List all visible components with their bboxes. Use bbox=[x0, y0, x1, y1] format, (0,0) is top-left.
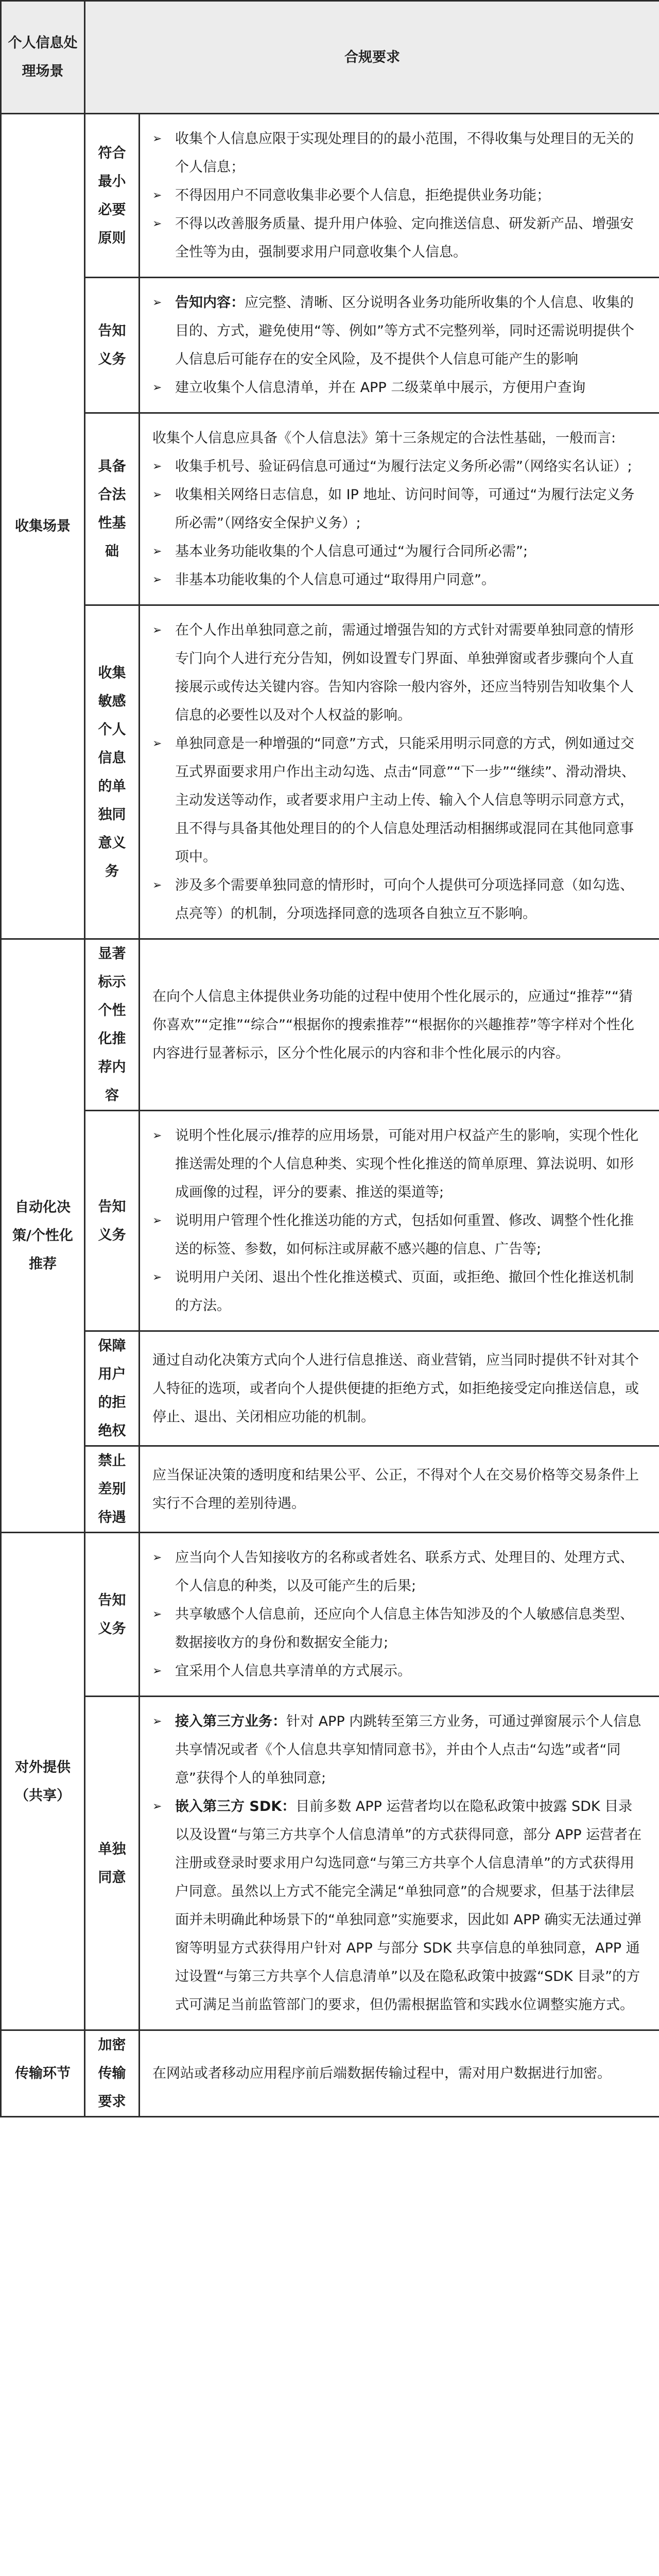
list-item: ➢ 接入第三方业务：针对 APP 内跳转至第三方业务，可通过弹窗展示个人信息共享情况或者《个人信息共享知情同意书》，并由个人点击“勾选”或者“同意”获得个人的单独同意; bbox=[152, 1707, 646, 1792]
arrow-right-icon: ➢ bbox=[152, 1608, 162, 1621]
list-item: ➢ 基本业务功能收集的个人信息可通过“为履行合同所必需”; bbox=[152, 537, 646, 566]
list-item: ➢ 单独同意是一种增强的“同意”方式，只能采用明示同意的方式，例如通过交互式界面要求用户作出主动勾选、点击“同意”“下一步”“继续”、滑动滑块、主动发送等动作，或者要求用户主动上传、输入个人信息等明示同意方式，且不得与具备其他处理目的的个人信息处理活动相捆绑或混同在其他同意事项中。 bbox=[152, 730, 646, 871]
header-requirements-cell: 合规要求 bbox=[85, 1, 659, 114]
arrow-right-icon: ➢ bbox=[152, 1800, 162, 1813]
list-item: ➢ 应当向个人告知接收方的名称或者姓名、联系方式、处理目的、处理方式、个人信息的种类，以及可能产生的后果; bbox=[152, 1544, 646, 1600]
subcategory-minimal-necessity: 符合最小必要原则 bbox=[85, 114, 140, 278]
arrow-right-icon: ➢ bbox=[152, 488, 162, 501]
table-row bbox=[1, 939, 659, 1111]
table-row bbox=[1, 114, 659, 278]
arrow-right-icon: ➢ bbox=[152, 460, 162, 473]
arrow-right-icon: ➢ bbox=[152, 737, 162, 750]
content-minimal-necessity bbox=[140, 114, 659, 278]
category-collect: 收集场景 bbox=[1, 114, 85, 939]
list-item: ➢ 在个人作出单独同意之前，需通过增强告知的方式针对需要单独同意的情形专门向个人进行充分告知，例如设置专门界面、单独弹窗或者步骤向个人直接展示或传达关键内容。告知内容除一般内容外，还应当特别告知收集个人信息的必要性以及对个人权益的影响。 bbox=[152, 616, 646, 730]
arrow-right-icon: ➢ bbox=[152, 1129, 162, 1142]
list-item: ➢ 告知内容：应完整、清晰、区分说明各业务功能所收集的个人信息、收集的目的、方式，避免使用“等、例如”等方式不完整列举，同时还需说明提供个人信息后可能存在的安全风险，及不提供个人信息可能产生的影响 bbox=[152, 289, 646, 374]
list-item: ➢ 收集个人信息应限于实现处理目的的最小范围，不得收集与处理目的无关的个人信息； bbox=[152, 125, 646, 181]
table-header-row bbox=[1, 1, 659, 114]
list-item: ➢ 共享敏感个人信息前，还应向个人信息主体告知涉及的个人敏感信息类型、数据接收方的身份和数据安全能力; bbox=[152, 1600, 646, 1657]
list-item: ➢ 说明用户管理个性化推送功能的方式，包括如何重置、修改、调整个性化推送的标签、参数，如何标注或屏蔽不感兴趣的信息、广告等; bbox=[152, 1207, 646, 1263]
subcategory-encryption: 加密传输要求 bbox=[85, 2030, 140, 2117]
category-sharing: 对外提供（共享） bbox=[1, 1533, 85, 2030]
bullet-list bbox=[152, 1544, 646, 1685]
bullet-list bbox=[152, 1122, 646, 1320]
list-item: ➢ 嵌入第三方 SDK：目前多数 APP 运营者均以在隐私政策中披露 SDK 目录以及设置“与第三方共享个人信息清单”的方式获得同意，部分 APP 运营者在注册或登录时要求用户勾选同意“与第三方共享个人信息清单”的方式获得用户同意。虽然以上方式不能完全满足“单独同意”的合规要求，但基于法律层面并未明确此种场景下的“单独同意”实施要求，因此如 APP 确实无法通过弹窗等明显方式获得用户针对 APP 与部分 SDK 共享信息的单独同意，APP 通过设置“与第三方共享个人信息清单”以及在隐私政策中披露“SDK 目录”的方式可满足当前监管部门的要求，但仍需根据监管和实践水位调整实施方式。 bbox=[152, 1792, 646, 2019]
content-auto-notify bbox=[140, 1111, 659, 1331]
table-row bbox=[1, 2030, 659, 2117]
subcategory-refusal-right: 保障用户的拒绝权 bbox=[85, 1331, 140, 1446]
table-row bbox=[1, 605, 659, 939]
bullet-list bbox=[152, 616, 646, 928]
arrow-right-icon: ➢ bbox=[152, 545, 162, 558]
list-item: ➢ 建立收集个人信息清单，并在 APP 二级菜单中展示，方便用户查询 bbox=[152, 374, 646, 402]
arrow-right-icon: ➢ bbox=[152, 1715, 162, 1728]
table-row bbox=[1, 278, 659, 413]
list-item: ➢ 收集相关网络日志信息，如 IP 地址、访问时间等，可通过“为履行法定义务所必需”（网络安全保护义务）; bbox=[152, 481, 646, 537]
arrow-right-icon: ➢ bbox=[152, 573, 162, 586]
arrow-right-icon: ➢ bbox=[152, 132, 162, 145]
list-item: ➢ 宜采用个人信息共享清单的方式展示。 bbox=[152, 1657, 646, 1685]
list-item: ➢ 不得因用户不同意收集非必要个人信息，拒绝提供业务功能； bbox=[152, 181, 646, 210]
content-sensitive-consent bbox=[140, 605, 659, 939]
arrow-right-icon: ➢ bbox=[152, 217, 162, 230]
arrow-right-icon: ➢ bbox=[152, 1551, 162, 1564]
bullet-list bbox=[152, 125, 646, 266]
list-item: ➢ 不得以改善服务质量、提升用户体验、定向推送信息、研发新产品、增强安全性等为由，强制要求用户同意收集个人信息。 bbox=[152, 210, 646, 266]
subcategory-display-label: 显著标示个性化推荐内容 bbox=[85, 939, 140, 1111]
table-row bbox=[1, 1331, 659, 1446]
table-row bbox=[1, 1697, 659, 2030]
content-collect-notify bbox=[140, 278, 659, 413]
subcategory-collect-notify: 告知义务 bbox=[85, 278, 140, 413]
arrow-right-icon: ➢ bbox=[152, 879, 162, 892]
bullet-list bbox=[152, 289, 646, 402]
arrow-right-icon: ➢ bbox=[152, 296, 162, 309]
subcategory-auto-notify: 告知义务 bbox=[85, 1111, 140, 1331]
list-item: ➢ 说明用户关闭、退出个性化推送模式、页面，或拒绝、撤回个性化推送机制的方法。 bbox=[152, 1263, 646, 1320]
arrow-right-icon: ➢ bbox=[152, 189, 162, 202]
list-item: ➢ 非基本功能收集的个人信息可通过“取得用户同意”。 bbox=[152, 566, 646, 594]
subcategory-no-discrimination: 禁止差别待遇 bbox=[85, 1446, 140, 1533]
table-row bbox=[1, 1111, 659, 1331]
category-transmission: 传输环节 bbox=[1, 2030, 85, 2117]
subcategory-legal-basis: 具备合法性基础 bbox=[85, 413, 140, 605]
content-no-discrimination: 应当保证决策的透明度和结果公平、公正，不得对个人在交易价格等交易条件上实行不合理的差别待遇。 bbox=[140, 1446, 659, 1533]
category-auto-decision: 自动化决策/个性化推荐 bbox=[1, 939, 85, 1533]
list-item: ➢ 涉及多个需要单独同意的情形时，可向个人提供可分项选择同意（如勾选、点亮等）的机制，分项选择同意的选项各自独立互不影响。 bbox=[152, 871, 646, 928]
subcategory-sensitive-consent: 收集敏感个人信息的单独同意义务 bbox=[85, 605, 140, 939]
content-display-label: 在向个人信息主体提供业务功能的过程中使用个性化展示的，应通过“推荐”“猜你喜欢”“定推”“综合”“根据你的搜索推荐”“根据你的兴趣推荐”等字样对个性化内容进行显著标示，区分个性化展示的内容和非个性化展示的内容。 bbox=[140, 939, 659, 1111]
content-legal-basis bbox=[140, 413, 659, 605]
content-encryption: 在网站或者移动应用程序前后端数据传输过程中，需对用户数据进行加密。 bbox=[140, 2030, 659, 2117]
content-share-notify bbox=[140, 1533, 659, 1697]
arrow-right-icon: ➢ bbox=[152, 1214, 162, 1227]
table-row bbox=[1, 1533, 659, 1697]
table-row bbox=[1, 413, 659, 605]
arrow-right-icon: ➢ bbox=[152, 1665, 162, 1677]
subcategory-separate-consent: 单独同意 bbox=[85, 1697, 140, 2030]
bullet-list bbox=[152, 1707, 646, 2019]
list-item: ➢ 收集手机号、验证码信息可通过“为履行法定义务所必需”（网络实名认证）; bbox=[152, 452, 646, 481]
header-scenario-cell: 个人信息处理场景 bbox=[1, 1, 85, 114]
content-separate-consent bbox=[140, 1697, 659, 2030]
subcategory-share-notify: 告知义务 bbox=[85, 1533, 140, 1697]
content-refusal-right: 通过自动化决策方式向个人进行信息推送、商业营销，应当同时提供不针对其个人特征的选项，或者向个人提供便捷的拒绝方式，如拒绝接受定向推送信息，或停止、退出、关闭相应功能的机制。 bbox=[140, 1331, 659, 1446]
legal-basis-intro: 收集个人信息应具备《个人信息法》第十三条规定的合法性基础，一般而言: bbox=[152, 430, 616, 446]
arrow-right-icon: ➢ bbox=[152, 381, 162, 394]
bullet-list bbox=[152, 452, 646, 594]
arrow-right-icon: ➢ bbox=[152, 1271, 162, 1284]
arrow-right-icon: ➢ bbox=[152, 624, 162, 637]
table-row bbox=[1, 1446, 659, 1533]
list-item: ➢ 说明个性化展示/推荐的应用场景，可能对用户权益产生的影响，实现个性化推送需处理的个人信息种类、实现个性化推送的简单原理、算法说明、如形成画像的过程，评分的要素、推送的渠道等; bbox=[152, 1122, 646, 1207]
